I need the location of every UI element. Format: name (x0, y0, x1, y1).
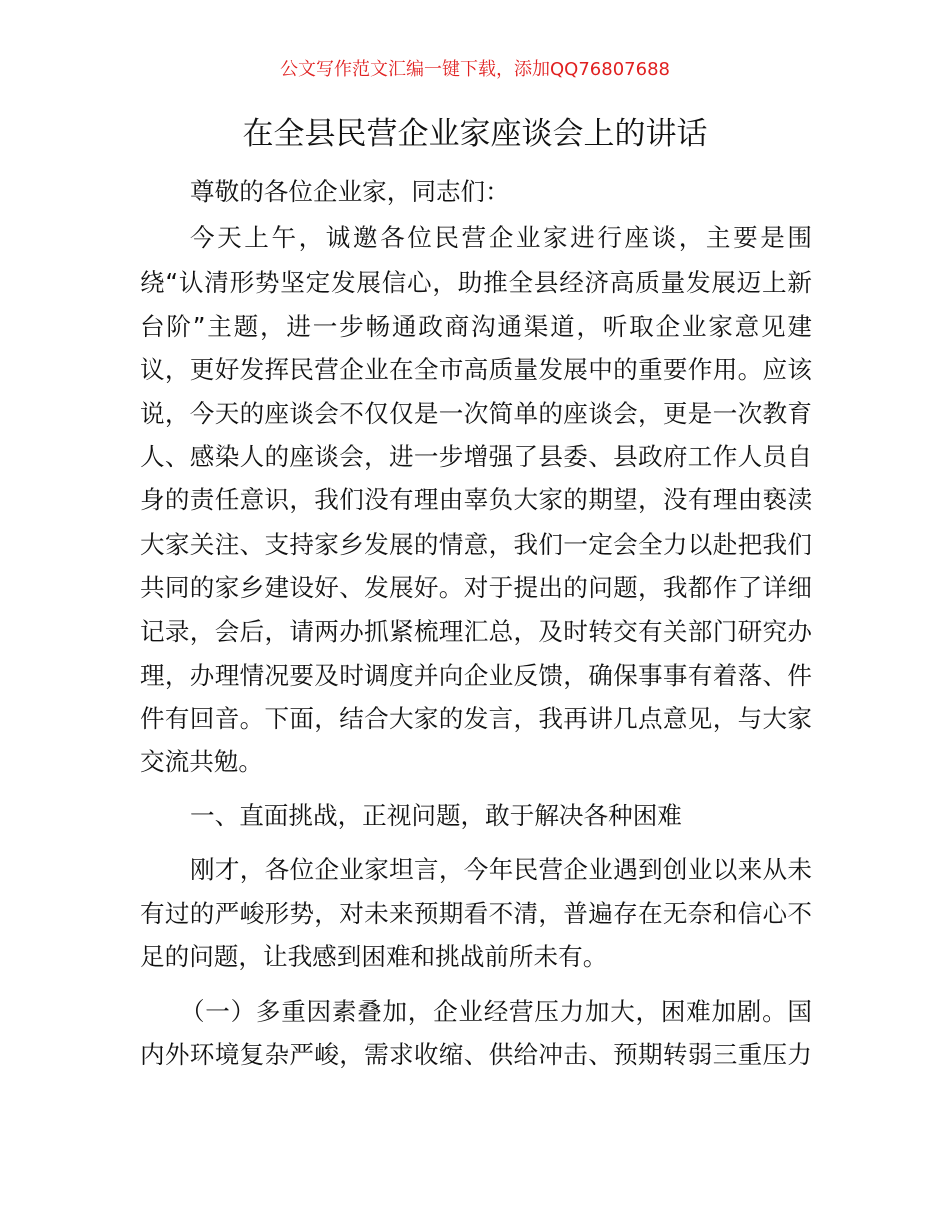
text-line: 人、感染人的座谈会，进一步增强了县委、县政府工作人员自 (140, 442, 812, 471)
text-line: 绕“认清形势坚定发展信心，助推全县经济高质量发展迈上新 (140, 268, 812, 297)
watermark-banner: 公文写作范文汇编一键下载，添加QQ76807688 (280, 59, 670, 80)
text-line: 内外环境复杂严峻，需求收缩、供给冲击、预期转弱三重压力 (140, 1040, 812, 1069)
text-line: 大家关注、支持家乡发展的情意，我们一定会全力以赴把我们 (140, 530, 812, 559)
greeting: 尊敬的各位企业家，同志们： (190, 177, 510, 206)
text-line: 刚才，各位企业家坦言，今年民营企业遇到创业以来从未 (190, 855, 812, 884)
text-line: 共同的家乡建设好、发展好。对于提出的问题，我都作了详细 (140, 573, 812, 602)
text-line: 件有回音。下面，结合大家的发言，我再讲几点意见，与大家 (140, 704, 812, 733)
text-line: 今天上午，诚邀各位民营企业家进行座谈，主要是围 (190, 223, 812, 252)
text-line: 身的责任意识，我们没有理由辜负大家的期望，没有理由亵渎 (140, 485, 812, 514)
text-line: 台阶”主题，进一步畅通政商沟通渠道，听取企业家意见建 (140, 312, 812, 341)
text-line: 有过的严峻形势，对未来预期看不清，普遍存在无奈和信心不 (140, 899, 812, 928)
text-line: 交流共勉。 (140, 747, 263, 776)
section-heading: 一、直面挑战，正视问题，敢于解决各种困难 (190, 801, 682, 830)
document-title: 在全县民营企业家座谈会上的讲话 (242, 116, 708, 152)
text-line: 记录，会后，请两办抓紧梳理汇总，及时转交有关部门研究办 (140, 617, 812, 646)
text-line: 说，今天的座谈会不仅仅是一次简单的座谈会，更是一次教育 (140, 399, 812, 428)
text-line: 足的问题，让我感到困难和挑战前所未有。 (140, 942, 608, 971)
text-line: 议，更好发挥民营企业在全市高质量发展中的重要作用。应该 (140, 355, 812, 384)
text-line: 理，办理情况要及时调度并向企业反馈，确保事事有着落、件 (140, 661, 812, 690)
text-line: （一）多重因素叠加，企业经营压力加大，困难加剧。国 (180, 997, 812, 1026)
